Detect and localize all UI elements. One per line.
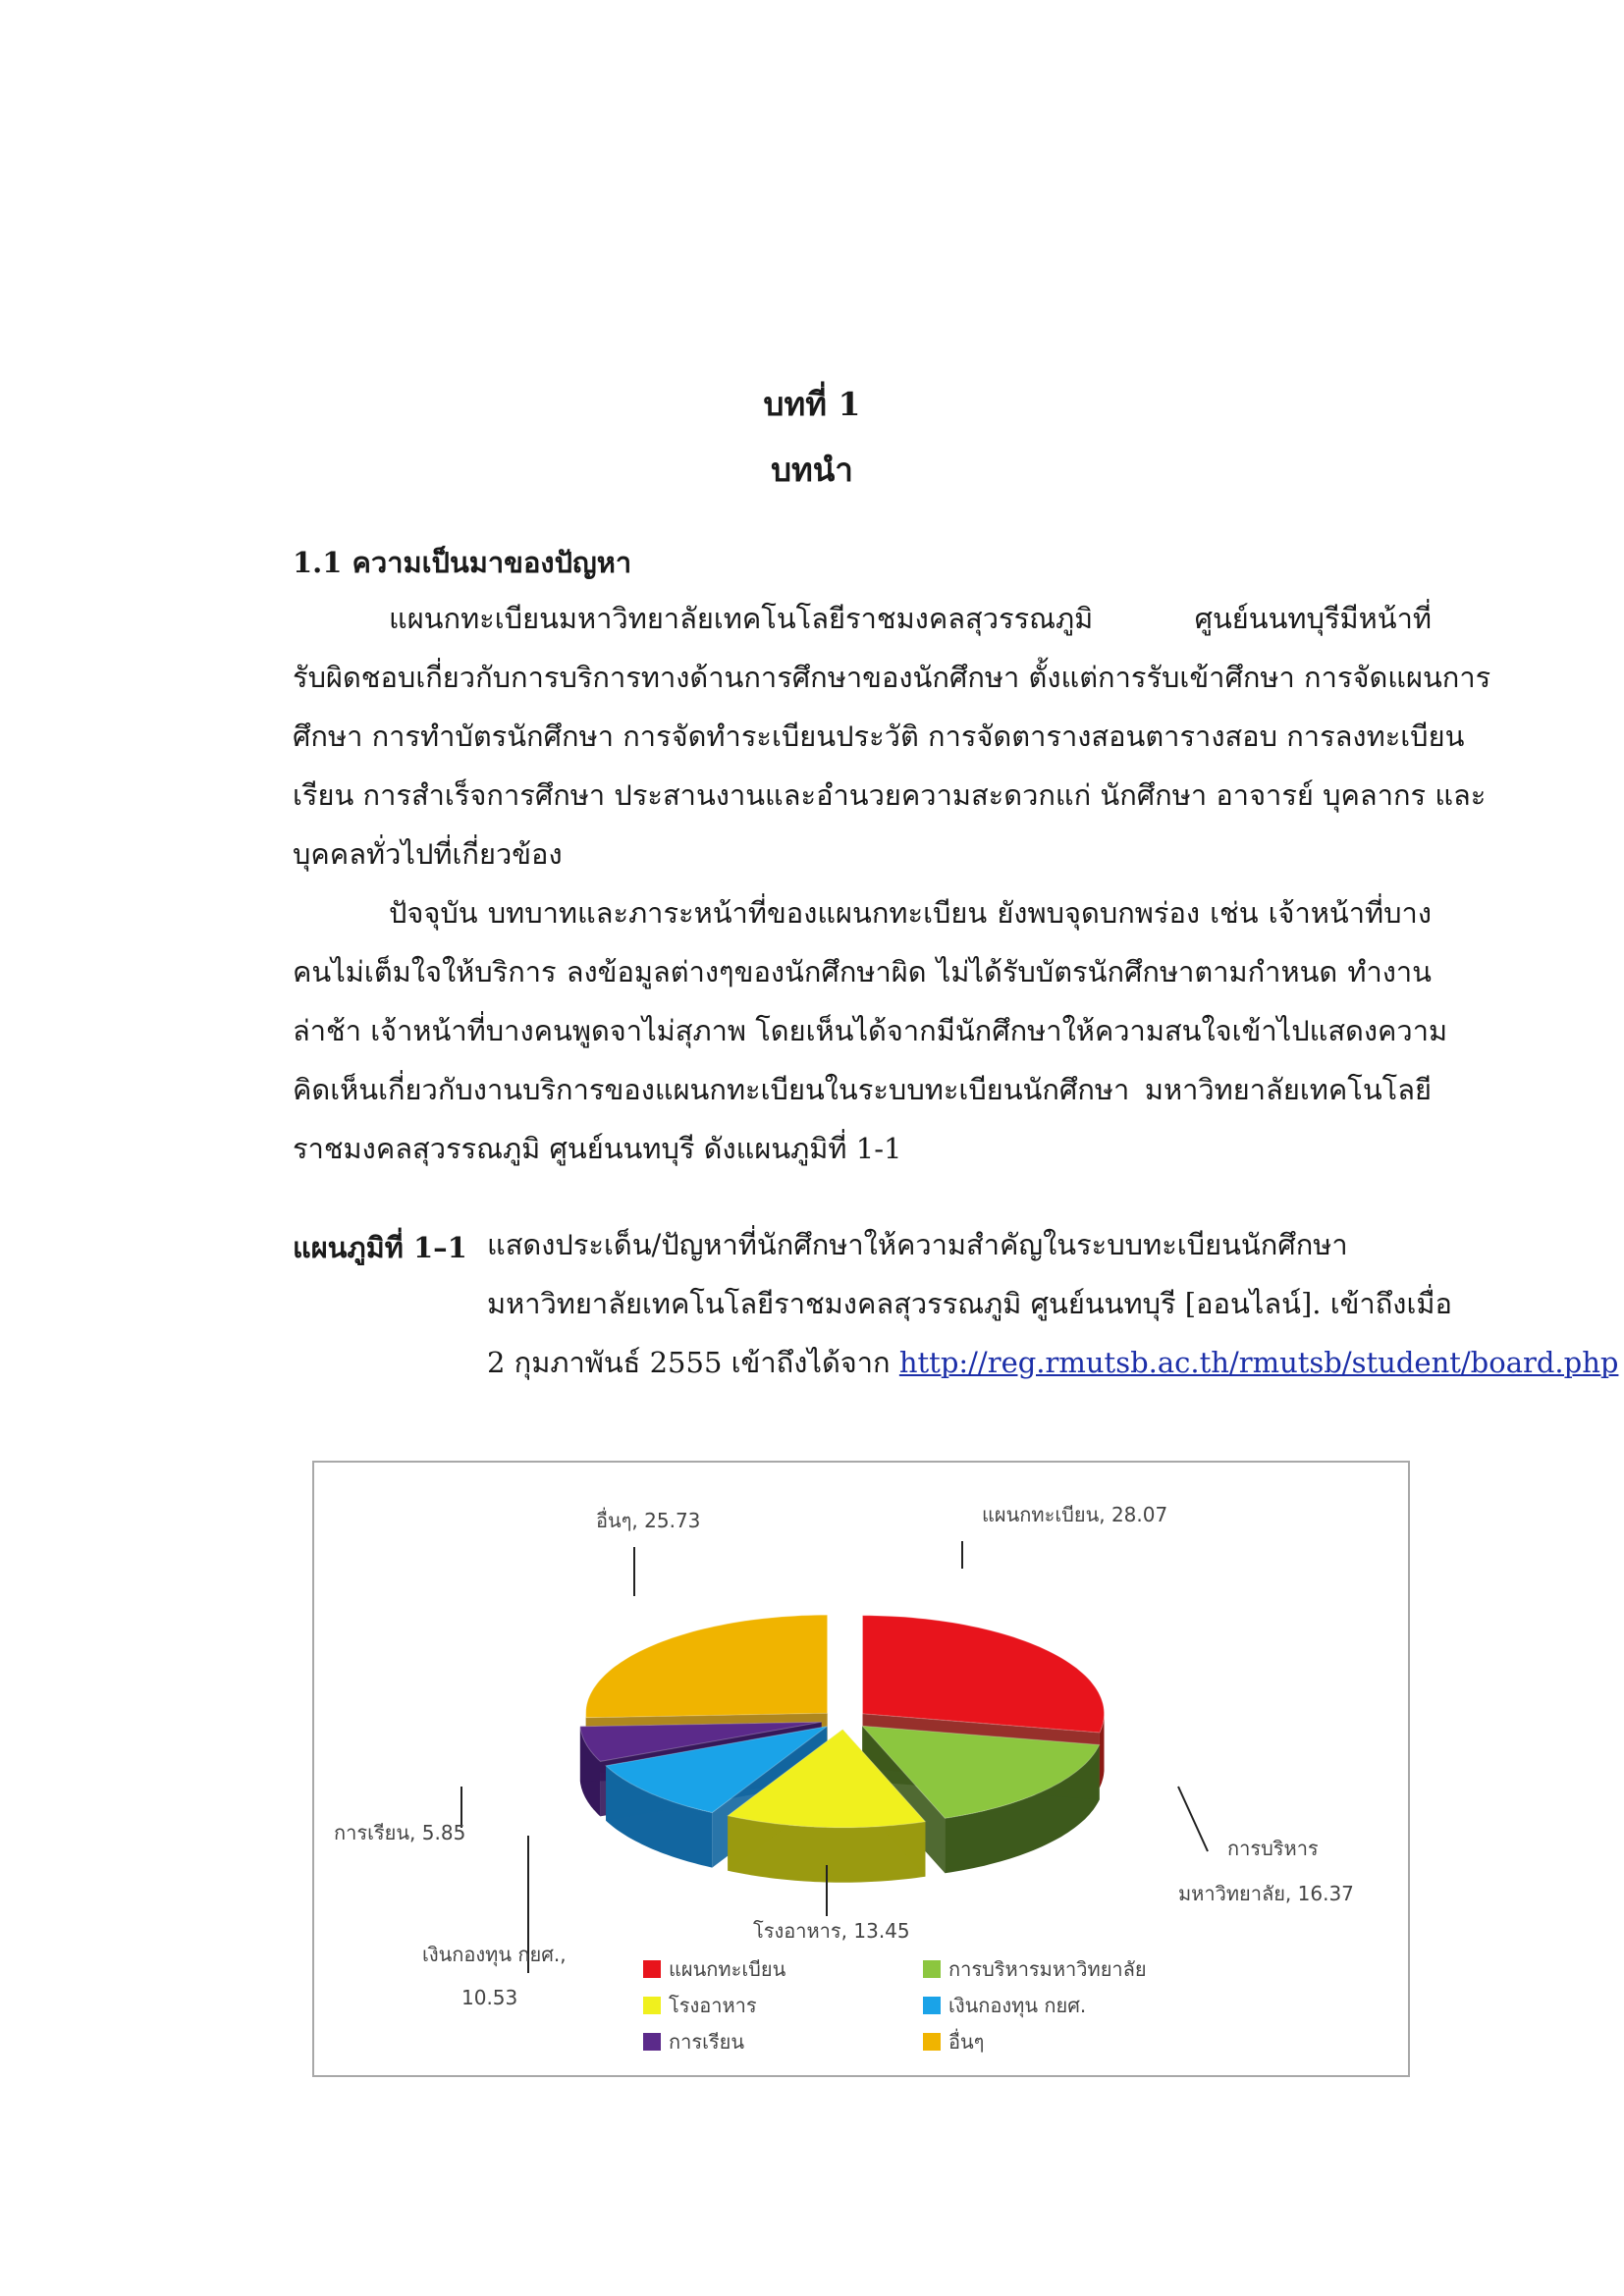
data-label: 10.53 <box>461 1986 518 2009</box>
data-label: โรงอาหาร, 13.45 <box>753 1919 910 1943</box>
legend-swatch <box>923 2033 941 2051</box>
data-label: การบริหาร <box>1227 1837 1319 1860</box>
legend-swatch <box>643 2033 661 2051</box>
legend-swatch <box>923 1960 941 1978</box>
legend-swatch <box>923 1997 941 2014</box>
pie-slice <box>863 1616 1105 1733</box>
figure-label: แผนภูมิที่ 1–1 <box>293 1231 467 1264</box>
paragraph-line: รับผิดชอบเกี่ยวกับการบริการทางด้านการศึกษาของนักศึกษา ตั้งแต่การรับเข้าศึกษา การจัดแผนการ <box>293 661 1491 694</box>
paragraph-line: คนไม่เต็มใจให้บริการ ลงข้อมูลต่างๆของนักศึกษาผิด ไม่ได้รับบัตรนักศึกษาตามกำหนด ทำงาน <box>293 955 1432 988</box>
caption-line-with-link <box>487 1343 1619 1382</box>
paragraph-line: คิดเห็นเกี่ยวกับงานบริการของแผนกทะเบียนในระบบทะเบียนนักศึกษา มหาวิทยาลัยเทคโนโลยี <box>293 1073 1432 1106</box>
caption-line: มหาวิทยาลัยเทคโนโลยีราชมงคลสุวรรณภูมิ ศูนย์นนทบุรี [ออนไลน์]. เข้าถึงเมื่อ <box>487 1287 1452 1320</box>
legend-label: แผนกทะเบียน <box>669 1957 786 1981</box>
section-heading: 1.1 ความเป็นมาของปัญหา <box>293 546 632 579</box>
paragraph-line: ราชมงคลสุวรรณภูมิ ศูนย์นนทบุรี ดังแผนภูมิที่ 1-1 <box>293 1132 902 1165</box>
paragraph-line: ศึกษา การทำบัตรนักศึกษา การจัดทำระเบียนประวัติ การจัดตารางสอนตารางสอบ การลงทะเบียน <box>293 720 1465 753</box>
legend-label: อื่นๆ <box>948 2030 985 2054</box>
data-label: การเรียน, 5.85 <box>334 1821 466 1844</box>
source-url-link[interactable]: http://reg.rmutsb.ac.th/rmutsb/student/board.php <box>898 1346 1619 1379</box>
caption-access-date: 2 กุมภาพันธ์ 2555 เข้าถึงได้จาก <box>487 1346 891 1379</box>
caption-line: แสดงประเด็น/ปัญหาที่นักศึกษาให้ความสำคัญในระบบทะเบียนนักศึกษา <box>487 1228 1348 1261</box>
paragraph-line: ล่าช้า เจ้าหน้าที่บางคนพูดจาไม่สุภาพ โดยเห็นได้จากมีนักศึกษาให้ความสนใจเข้าไปแสดงความ <box>293 1014 1448 1047</box>
legend-label: เงินกองทุน กยศ. <box>948 1994 1087 2017</box>
paragraph-line: แผนกทะเบียนมหาวิทยาลัยเทคโนโลยีราชมงคลสุวรรณภูมิ ศูนย์นนทบุรีมีหน้าที่ <box>389 602 1432 635</box>
paragraph-line: บุคคลทั่วไปที่เกี่ยวข้อง <box>293 837 563 871</box>
legend-swatch <box>643 1960 661 1978</box>
legend-label: การบริหารมหาวิทยาลัย <box>948 1957 1147 1981</box>
legend-label: โรงอาหาร <box>669 1994 757 2017</box>
pie-chart-frame <box>312 1461 1410 2077</box>
data-label: อื่นๆ, 25.73 <box>596 1509 701 1532</box>
legend-label: การเรียน <box>669 2030 745 2054</box>
chapter-number: บทที่ 1 <box>763 385 861 423</box>
paragraph-line: ปัจจุบัน บทบาทและภาระหน้าที่ของแผนกทะเบียน ยังพบจุดบกพร่อง เช่น เจ้าหน้าที่บาง <box>389 896 1432 930</box>
pie-slice <box>586 1615 828 1718</box>
data-label: เงินกองทุน กยศ., <box>422 1943 567 1966</box>
legend-swatch <box>643 1997 661 2014</box>
paragraph-line: เรียน การสำเร็จการศึกษา ประสานงานและอำนวยความสะดวกแก่ นักศึกษา อาจารย์ บุคลากร และ <box>293 778 1487 812</box>
chapter-title: บทนำ <box>771 451 853 489</box>
data-label: แผนกทะเบียน, 28.07 <box>982 1503 1168 1526</box>
data-label: มหาวิทยาลัย, 16.37 <box>1178 1882 1354 1905</box>
pie-chart <box>314 1463 1408 2075</box>
leader-line <box>1178 1787 1208 1851</box>
